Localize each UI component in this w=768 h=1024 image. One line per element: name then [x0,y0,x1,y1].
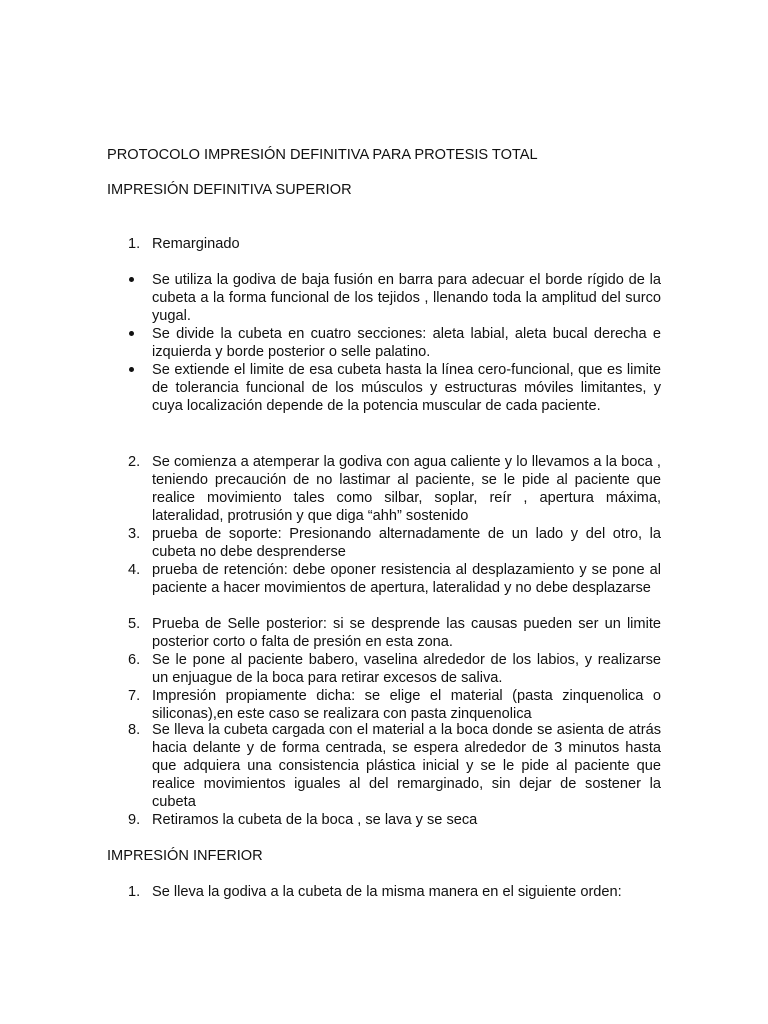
list-item-marker: 5. [128,616,141,632]
list-item-impresion: Impresión propiamente dicha: se elige el material (pasta zinquenolica o siliconas),en este caso se realizara con pasta zinquenolica [152,688,661,722]
bullet-item-secciones: Se divide la cubeta en cuatro secciones: aleta labial, aleta bucal derecha e izquierda y borde posterior o selle palatino. [152,326,661,360]
bullet-icon [129,277,137,285]
list-item-retiramos: Retiramos la cubeta de la boca , se lava y se seca [152,812,478,828]
list-item-babero: Se le pone al paciente babero, vaselina alrededor de los labios, y realizarse un enjuague de la boca para retirar excesos de saliva. [152,652,661,686]
bullet-icon [129,331,137,339]
list-item-remarginado: Remarginado [152,236,240,252]
list-item-marker: 1. [128,236,141,252]
list-item-prueba-retencion: prueba de retención: debe oponer resistencia al desplazamiento y se pone al paciente a hacer movimientos de apertura, lateralidad y no debe desplazarse [152,562,661,596]
list-item-godiva-inferior: Se lleva la godiva a la cubeta de la misma manera en el siguiente orden: [152,884,622,900]
bullet-item-limite: Se extiende el limite de esa cubeta hasta la línea cero-funcional, que es limite de tolerancia funcional de los músculos y estructuras móviles limitantes, y cuya localización depende de la potencia muscular de cada paciente. [152,362,661,414]
list-item-marker: 9. [128,812,141,828]
list-item-marker: 7. [128,688,141,704]
section-heading-inferior: IMPRESIÓN INFERIOR [107,848,263,864]
list-item-marker: 3. [128,526,141,542]
list-item-marker: 6. [128,652,141,668]
list-item-marker: 1. [128,884,141,900]
list-item-marker: 8. [128,722,141,738]
list-item-atemperar: Se comienza a atemperar la godiva con agua caliente y lo llevamos a la boca , teniendo precaución de no lastimar al paciente, se le pide al paciente que realice movimiento tales como silbar, soplar, reír , apertura máxima, lateralidad, protrusión y que diga “ahh” sostenido [152,454,661,524]
list-item-marker: 2. [128,454,141,470]
section-heading-superior: IMPRESIÓN DEFINITIVA SUPERIOR [107,182,352,198]
list-item-prueba-soporte: prueba de soporte: Presionando alternadamente de un lado y del otro, la cubeta no debe desprenderse [152,526,661,560]
document-title: PROTOCOLO IMPRESIÓN DEFINITIVA PARA PROTESIS TOTAL [107,147,538,163]
bullet-item-godiva: Se utiliza la godiva de baja fusión en barra para adecuar el borde rígido de la cubeta a la forma funcional de los tejidos , llenando toda la amplitud del surco yugal. [152,272,661,324]
list-item-selle-posterior: Prueba de Selle posterior: si se desprende las causas pueden ser un limite posterior corto o falta de presión en esta zona. [152,616,661,650]
list-item-cubeta-cargada: Se lleva la cubeta cargada con el material a la boca donde se asienta de atrás hacia delante y de forma centrada, se espera alrededor de 3 minutos hasta que adquiera una consistencia plástica inicial y se le pide al paciente que realice movimientos iguales al del remarginado, sin dejar de sostener la cubeta [152,722,661,810]
list-item-marker: 4. [128,562,141,578]
bullet-icon [129,367,137,375]
